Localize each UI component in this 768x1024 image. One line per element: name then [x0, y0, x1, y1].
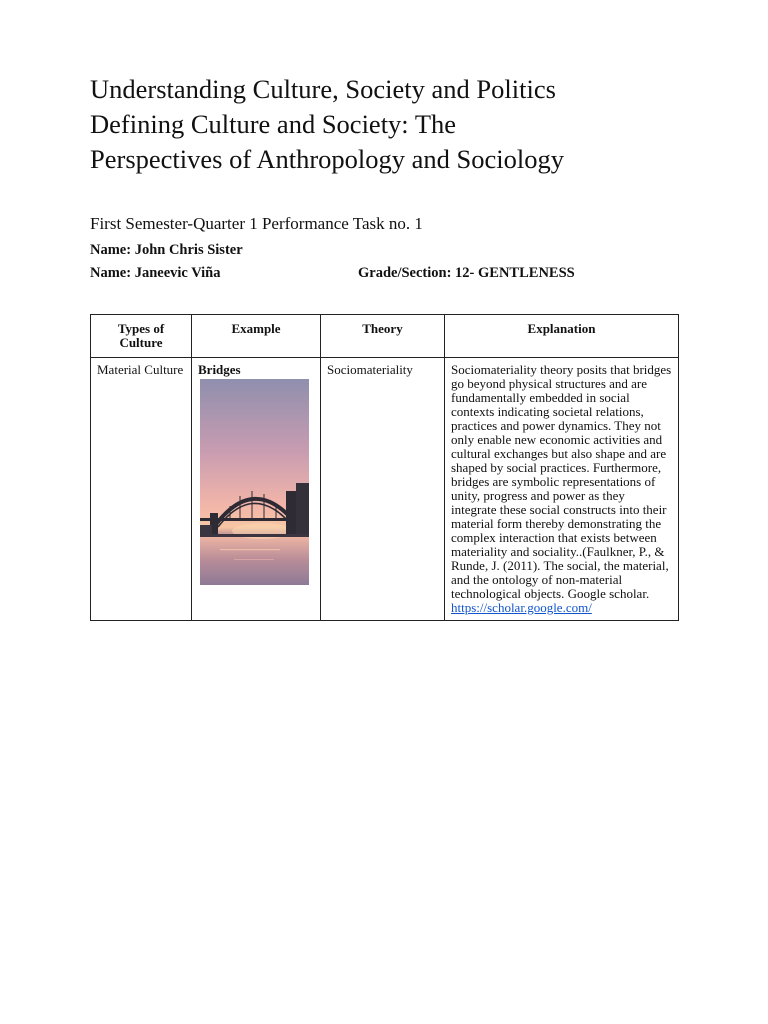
header-theory: Theory: [321, 315, 445, 358]
title-line-2: Defining Culture and Society: The: [90, 109, 457, 139]
cell-theory: Sociomateriality: [321, 358, 445, 621]
header-types-of-culture: Types of Culture: [91, 315, 192, 358]
bridge-sunset-photo: [200, 379, 309, 585]
cell-culture-type: Material Culture: [91, 358, 192, 621]
grade-section: Grade/Section: 12- GENTLENESS: [358, 265, 575, 281]
table-header-row: [91, 315, 679, 358]
header-explanation: Explanation: [445, 315, 679, 358]
culture-table: [90, 314, 679, 621]
example-label: Bridges: [198, 362, 241, 377]
title-line-3: Perspectives of Anthropology and Sociology: [90, 144, 564, 174]
student-name-1: Name: John Chris Sister: [90, 242, 243, 258]
google-scholar-link[interactable]: https://scholar.google.com/: [451, 600, 592, 615]
document-title: [90, 72, 730, 177]
cell-example: [192, 358, 321, 621]
student-name-2: Name: Janeevic Viña: [90, 265, 221, 281]
title-line-1: Understanding Culture, Society and Politics: [90, 74, 556, 104]
table-row: [91, 358, 679, 621]
explanation-text: Sociomateriality theory posits that bridges go beyond physical structures and are fundamentally embedded in social contexts indicating societal relations, practices and power dynamics. They not only enable new economic activities and cultural exchanges but also shape and are shaped by social practices. Furthermore, bridges are symbolic representations of unity, progress and power as they integrate these social constructs into their material form thereby demonstrating the complex interaction that exists between materiality and sociality..(Faulkner, P., & Runde, J. (2011). The social, the material, and the ontology of non-material technological objects. Google scholar.: [451, 362, 672, 601]
cell-explanation: [445, 358, 679, 621]
task-subtitle: First Semester-Quarter 1 Performance Task no. 1: [90, 214, 423, 233]
header-example: Example: [192, 315, 321, 358]
